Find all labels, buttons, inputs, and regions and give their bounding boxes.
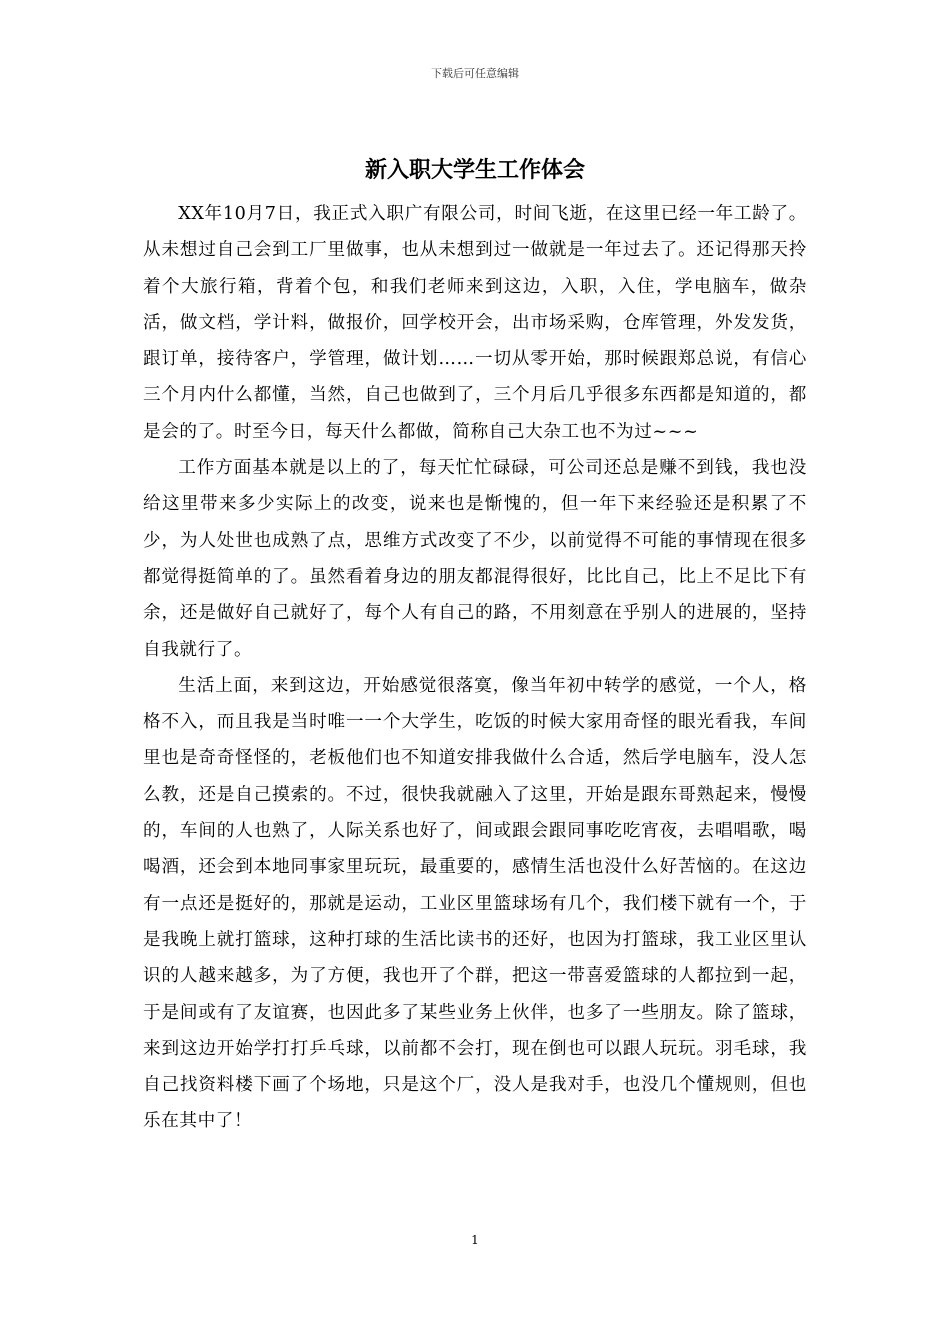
paragraph-1: XX年10月7日，我正式入职广有限公司，时间飞逝，在这里已经一年工龄了。从未想过自己会到工厂里做事，也从未想到过一做就是一年过去了。还记得那天拎着个大旅行箱，背着个包，和我们老师来到这边，入职，入住，学电脑车，做杂活，做文档，学计料，做报价，回学校开会，出市场采购，仓库管理，外发发货，跟订单，接待客户，学管理，做计划……一切从零开始，那时候跟郑总说，有信心三个月内什么都懂，当然，自己也做到了，三个月后几乎很多东西都是知道的，都是会的了。时至今日，每天什么都做，简称自己大杂工也不为过~~~	[143, 204, 807, 442]
header-note: 下载后可任意编辑	[431, 67, 519, 80]
page-number: 1	[471, 1233, 479, 1247]
paragraph-2: 工作方面基本就是以上的了，每天忙忙碌碌，可公司还总是赚不到钱，我也没给这里带来多少实际上的改变，说来也是惭愧的，但一年下来经验还是积累了不少，为人处世也成熟了点，思维方式改变了不少，以前觉得不可能的事情现在很多都觉得挺简单的了。虽然看着身边的朋友都混得很好，比比自己，比上不足比下有余，还是做好自己就好了，每个人有自己的路，不用刻意在乎别人的进展的，坚持自我就行了。	[143, 458, 807, 660]
paragraph-3: 生活上面，来到这边，开始感觉很落寞，像当年初中转学的感觉，一个人，格格不入，而且我是当时唯一一个大学生，吃饭的时候大家用奇怪的眼光看我，车间里也是奇奇怪怪的，老板他们也不知道安排我做什么合适，然后学电脑车，没人怎么教，还是自己摸索的。不过，很快我就融入了这里，开始是跟东哥熟起来，慢慢的，车间的人也熟了，人际关系也好了，间或跟会跟同事吃吃宵夜，去唱唱歌，喝喝酒，还会到本地同事家里玩玩，最重要的，感情生活也没什么好苦恼的。在这边有一点还是挺好的，那就是运动，工业区里篮球场有几个，我们楼下就有一个，于是我晚上就打篮球，这种打球的生活比读书的还好，也因为打篮球，我工业区里认识的人越来越多，为了方便，我也开了个群，把这一带喜爱篮球的人都拉到一起，于是间或有了友谊赛，也因此多了某些业务上伙伴，也多了一些朋友。除了篮球，来到这边开始学打打乒乓球，以前都不会打，现在倒也可以跟人玩玩。羽毛球，我自己找资料楼下画了个场地，只是这个厂，没人是我对手，也没几个懂规则，但也乐在其中了！	[143, 675, 807, 1132]
document-body	[143, 196, 807, 1140]
document-title: 新入职大学生工作体会	[364, 158, 585, 183]
